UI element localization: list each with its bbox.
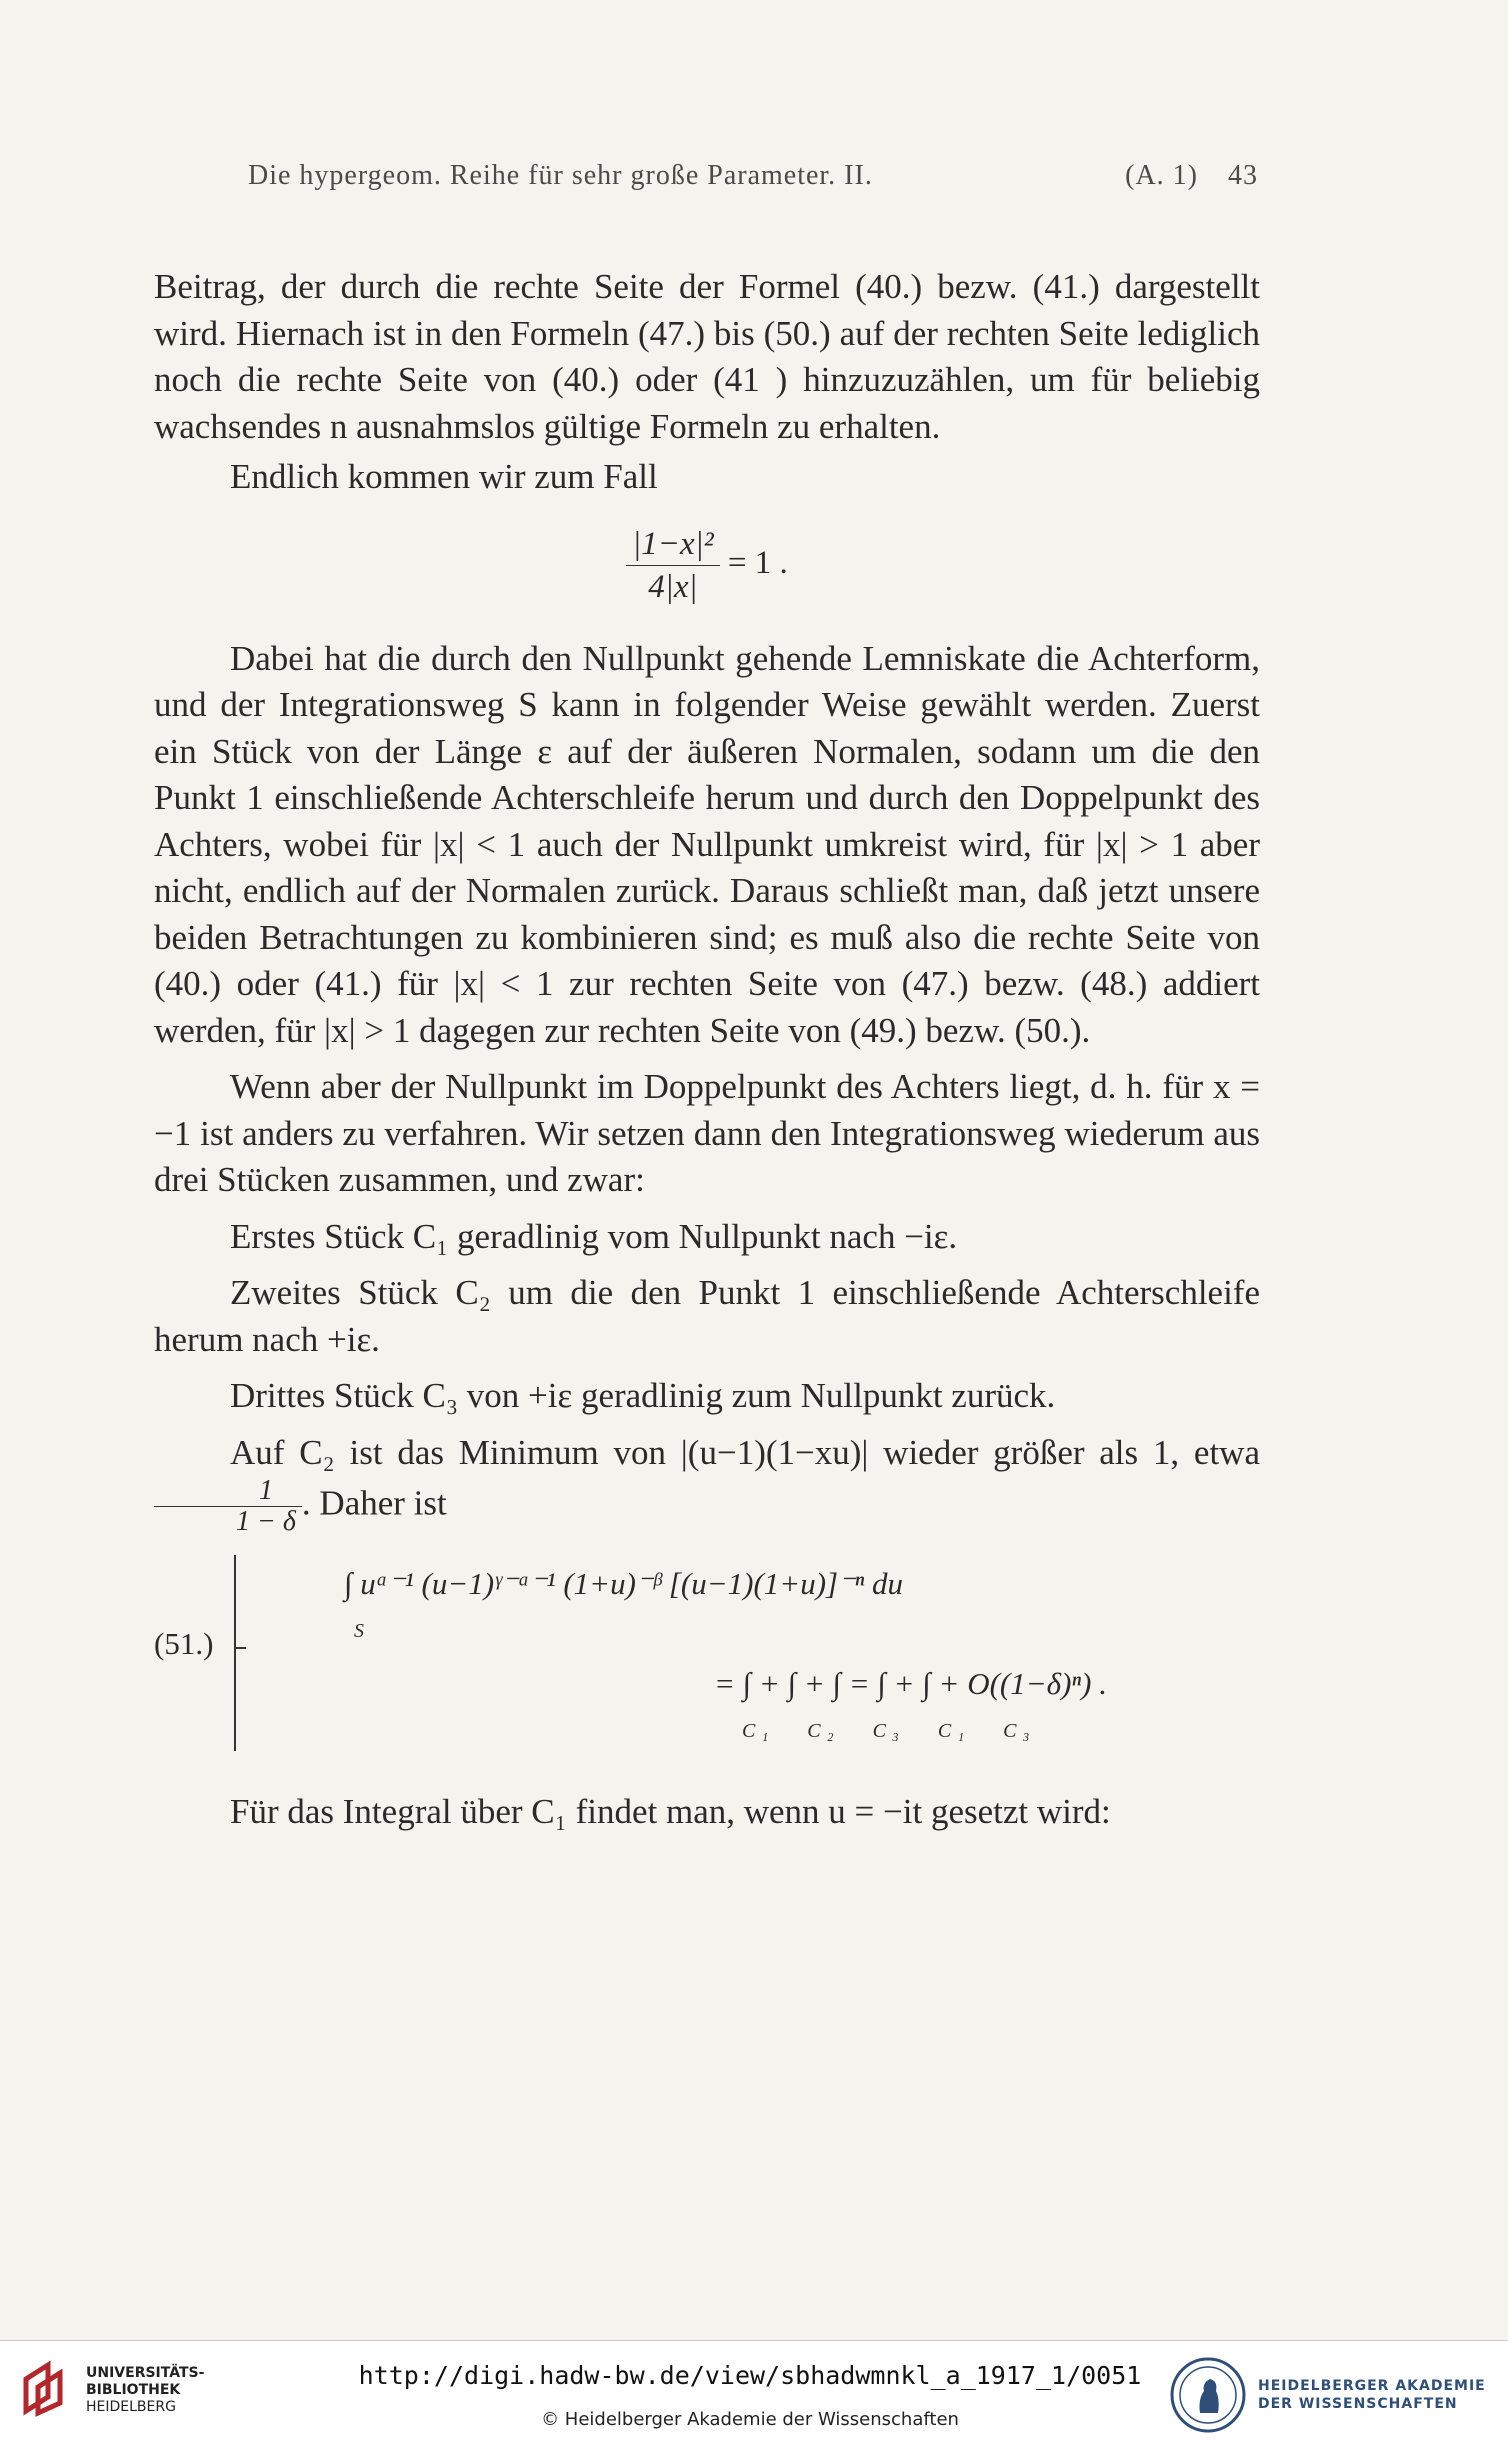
lemniscate-numerator: |1−x|² — [626, 523, 719, 566]
library-name-line-1: UNIVERSITÄTS- — [86, 2365, 205, 2381]
running-header — [248, 160, 1258, 192]
lemniscate-denominator: 4|x| — [648, 568, 698, 605]
paragraph-4: Wenn aber der Nullpunkt im Doppelpunkt des Achters liegt, d. h. für x = −1 ist anders zu verfahren. Wir setzen dann den Integrationsweg wiederum aus drei Stücken zusammen, und zwar: — [154, 1067, 1260, 1199]
lemniscate-rhs: = 1 . — [727, 544, 788, 581]
equation-51-line-1 — [344, 1561, 903, 1654]
delta-numerator: 1 — [154, 1476, 302, 1507]
digitization-footer — [0, 2340, 1508, 2447]
equation-51-path-label: S — [354, 1619, 364, 1642]
signature-mark: (A. 1) — [1125, 160, 1198, 191]
paragraph-8-tail: . Daher ist — [301, 1483, 447, 1523]
paragraph-2: Endlich kommen wir zum Fall — [230, 457, 658, 496]
brace-symbol — [234, 1555, 258, 1751]
page-number: 43 — [1228, 160, 1258, 191]
lemniscate-formula — [154, 523, 1260, 608]
paragraph-9: Für das Integral über C₁ findet man, wenn u = −it gesetzt wird: — [230, 1792, 1111, 1831]
academy-name — [1258, 2377, 1486, 2413]
library-name-line-3: HEIDELBERG — [86, 2399, 176, 2415]
library-name-line-2: BIBLIOTHEK — [86, 2382, 181, 2398]
equation-51-integrand: ∫ uᵃ⁻¹ (u−1)ᵞ⁻ᵃ⁻¹ (1+u)⁻ᵝ [(u−1)(1+u)]⁻ⁿ du — [344, 1566, 903, 1601]
paragraph-6: Zweites Stück C₂ um die den Punkt 1 einschließende Achterschleife herum nach +iε. — [154, 1273, 1260, 1359]
paragraph-8-text: Auf C₂ ist das Minimum von |(u−1)(1−xu)| wieder größer als 1, etwa — [230, 1432, 1260, 1472]
university-library-logo-icon — [18, 2359, 78, 2419]
equation-51-contour-labels: C₁ C₂ C₃ C₁ C₃ — [742, 1719, 1036, 1742]
equation-51 — [154, 1555, 1260, 1755]
paragraph-1: Beitrag, der durch die rechte Seite der Formel (40.) bezw. (41.) dargestellt wird. Hiernach ist in den Formeln (47.) bis (50.) auf der rechten Seite lediglich noch die rechte Seite von (40.) oder (41 ) hinzuzuzählen, um für beliebig wachsendes n ausnahmslos gültige Formeln zu erhalten. — [154, 267, 1260, 446]
paragraph-3: Dabei hat die durch den Nullpunkt gehende Lemniskate die Achterform, und der Integrationsweg S kann in folgender Weise gewählt werden. Zuerst ein Stück von der Länge ε auf der äußeren Normalen, sodann um die den Punkt 1 einschließende Achterschleife herum und durch den Doppelpunkt des Achters, wobei für |x| < 1 auch der Nullpunkt umkreist wird, für |x| > 1 aber nicht, endlich auf der Normalen zurück. Daraus schließt man, daß jetzt unsere beiden Betrachtungen zu kombinieren sind; es muß also die rechte Seite von (40.) oder (41.) für |x| < 1 zur rechten Seite von (47.) bezw. (48.) addiert werden, für |x| > 1 dagegen zur rechten Seite von (49.) bezw. (50.). — [154, 638, 1260, 1050]
academy-name-line-2: DER WISSENSCHAFTEN — [1258, 2396, 1458, 2412]
copyright-notice: © Heidelberger Akademie der Wissenschaften — [541, 2409, 959, 2430]
delta-fraction — [154, 1476, 302, 1537]
paragraph-8 — [154, 1430, 1260, 1538]
body-text — [154, 264, 1260, 1836]
equation-51-sum: = ∫ + ∫ + ∫ = ∫ + ∫ + O((1−δ)ⁿ) . — [714, 1666, 1107, 1701]
equation-51-label: (51.) — [154, 1626, 214, 1661]
paragraph-7: Drittes Stück C₃ von +iε geradlinig zum Nullpunkt zurück. — [230, 1376, 1056, 1415]
academy-name-line-1: HEIDELBERGER AKADEMIE — [1258, 2378, 1486, 2394]
university-library-name — [86, 2365, 204, 2416]
running-title: Die hypergeom. Reihe für sehr große Parameter. II. — [248, 160, 873, 191]
equation-51-line-2 — [714, 1661, 1107, 1754]
lemniscate-fraction — [626, 523, 719, 608]
delta-denominator: 1 − δ — [236, 1506, 296, 1537]
paragraph-5: Erstes Stück C₁ geradlinig vom Nullpunkt nach −iε. — [230, 1216, 958, 1256]
academy-seal-icon — [1168, 2355, 1248, 2435]
document-url-link[interactable]: http://digi.hadw-bw.de/view/sbhadwmnkl_a_1917_1/0051 — [358, 2361, 1142, 2390]
